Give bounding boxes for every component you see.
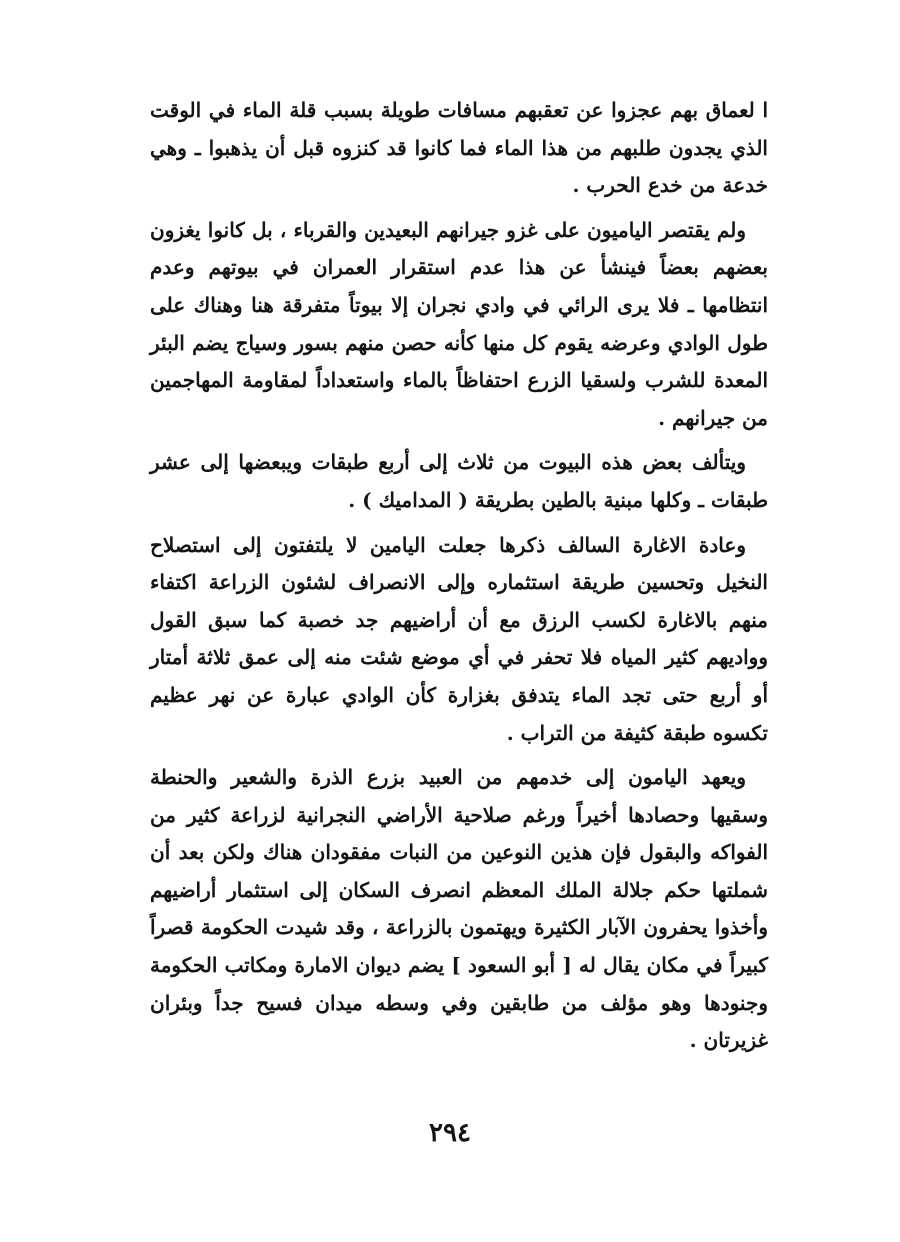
paragraph-4: وعادة الاغارة السالف ذكرها جعلت اليامين لا يلتفتون إلى استصلاح النخيل وتحسين طريقة استثماره وإلى الانصراف لشئون الزراعة اكتفاء منهم بالاغارة لكسب الرزق مع أن أراضيهم جد خصبة كما سبق القول وواديهم كثير المياه فلا تحفر في أي موضع شئت منه إلى عمق ثلاثة أمتار أو أربع حتى تجد الماء يتدفق بغزارة كأن الوادي عبارة عن نهر عظيم تكسوه طبقة كثيفة من التراب . [150,532,768,745]
body-text [150,92,768,1060]
paragraph-3: ويتألف بعض هذه البيوت من ثلاث إلى أربع طبقات ويبعضها إلى عشر طبقات ـ وكلها مبنية بالطين بطريقة ( المداميك ) . [150,450,768,512]
page-number: ٢٩٤ [429,1118,471,1148]
paragraph-5: ويعهد اليامون إلى خدمهم من العبيد بزرع الذرة والشعير والحنطة وسقيها وحصادها أخيراً ورغم صلاحية الأراضي النجرانية لزراعة كثير من الفواكه والبقول فإن هذين النوعين من النبات مفقودان هناك ولكن بعد أن شملتها حكم جلالة الملك المعظم انصرف السكان إلى استثمار أراضيهم وأخذوا يحفرون الآبار الكثيرة ويهتمون بالزراعة ، وقد شيدت الحكومة قصراً كبيراً في مكان يقال له [ أبو السعود ] يضم ديوان الامارة ومكاتب الحكومة وجنودها وهو مؤلف من طابقين وفي وسطه ميدان فسيح جداً وبئران غزيرتان . [150,765,768,1053]
paragraph-2: ولم يقتصر الياميون على غزو جيرانهم البعيدين والقرباء ، بل كانوا يغزون بعضهم بعضاً فينشأ عن هذا عدم استقرار العمران في بيوتهم وعدم انتظامها ـ فلا يرى الرائي في وادي نجران إلا بيوتاً متفرقة هنا وهناك على طول الوادي وعرضه يقوم كل منها كأنه حصن منهم بسور وسياج يضم البئر المعدة للشرب ولسقيا الزرع احتفاظاً بالماء واستعداداً لمقاومة المهاجمين من جيرانهم . [150,217,768,430]
paragraph-1: ا لعماق بهم عجزوا عن تعقبهم مسافات طويلة بسبب قلة الماء في الوقت الذي يجدون طلبهم من هذا الماء فما كانوا قد كنزوه قبل أن يذهبوا ـ وهي خدعة من خدع الحرب . [150,98,768,198]
